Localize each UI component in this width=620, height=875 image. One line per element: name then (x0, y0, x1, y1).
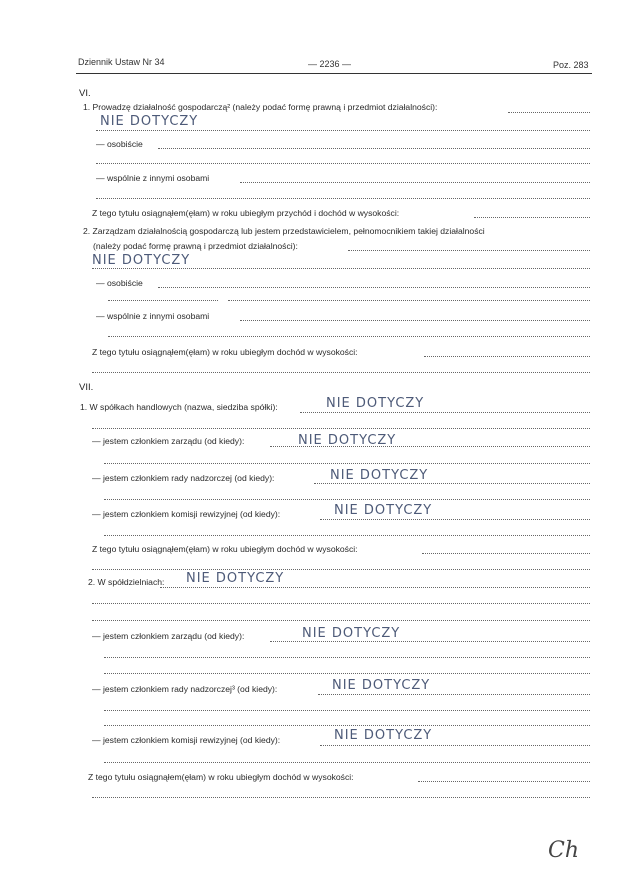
vii-item2-supervisory-line (104, 725, 590, 726)
vii-item2-question: 2. W spółdzielniach: (88, 577, 165, 587)
vii-item1-audit-line (104, 535, 590, 536)
vii-item2-income: Z tego tytułu osiągnąłem(ęłam) w roku ubiegłym dochód w wysokości: (88, 772, 354, 782)
vii-item1-audit-answer: NIE DOTYCZY (334, 503, 433, 518)
vi-item2-personally-line (228, 300, 590, 301)
vi-item2-jointly-line (240, 320, 590, 321)
vi-item1-income-line (474, 217, 590, 218)
vi-item2-question-2: (należy podać formę prawną i przedmiot działalności): (93, 241, 298, 251)
vi-item2-fill-line (92, 268, 590, 269)
vi-item2-personally-line (108, 300, 218, 301)
vi-item2-answer: NIE DOTYCZY (92, 253, 191, 268)
vii-item1-income: Z tego tytułu osiągnąłem(ęłam) w roku ubiegłym dochód w wysokości: (92, 544, 358, 554)
vii-item1-supervisory: — jestem członkiem rady nadzorczej (od kiedy): (92, 473, 275, 483)
vi-item1-jointly-line (240, 182, 590, 183)
position-number: Poz. 283 (553, 60, 589, 70)
header-rule (76, 73, 592, 74)
vi-item2-jointly-line (108, 336, 590, 337)
vi-item1-answer: NIE DOTYCZY (100, 114, 199, 129)
vi-item1-personally: — osobiście (96, 139, 143, 149)
vi-item2-income-line (92, 372, 590, 373)
vi-item2-income: Z tego tytułu osiągnąłem(ęłam) w roku ubiegłym dochód w wysokości: (92, 347, 358, 357)
vi-item1-jointly-line (96, 198, 590, 199)
vi-item2-fill-line (348, 250, 590, 251)
vii-item1-board-answer: NIE DOTYCZY (298, 433, 397, 448)
vii-item1-answer: NIE DOTYCZY (326, 396, 425, 411)
handwritten-initials: Ch (548, 838, 580, 863)
section-vii-label: VII. (79, 382, 94, 393)
vii-item1-fill-line (300, 412, 590, 413)
vi-item2-personally-line (158, 287, 590, 288)
vi-item1-personally-line (158, 148, 590, 149)
vii-item1-supervisory-line (314, 483, 590, 484)
vii-item2-board-line (270, 641, 590, 642)
vii-item1-income-line (92, 569, 590, 570)
vii-item2-fill-line (92, 620, 590, 621)
vii-item2-fill-line (92, 603, 590, 604)
vii-item1-audit: — jestem członkiem komisji rewizyjnej (od kiedy): (92, 509, 281, 519)
vi-item1-income: Z tego tytułu osiągnąłem(ęłam) w roku ubiegłym przychód i dochód w wysokości: (92, 208, 400, 218)
vii-item2-supervisory-answer: NIE DOTYCZY (332, 678, 431, 693)
vi-item1-fill-line (508, 112, 590, 113)
vii-item1-fill-line (92, 428, 590, 429)
vi-item1-question: 1. Prowadzę działalność gospodarczą² (należy podać formę prawną i przedmiot działalności): (83, 102, 438, 112)
vii-item1-board: — jestem członkiem zarządu (od kiedy): (92, 436, 245, 446)
vi-item2-question-1: 2. Zarządzam działalnością gospodarczą lub jestem przedstawicielem, pełnomocnikiem takiej działalności (83, 226, 485, 236)
vii-item2-supervisory-line (318, 694, 590, 695)
vi-item1-jointly: — wspólnie z innymi osobami (96, 173, 210, 183)
vii-item2-supervisory-line (104, 710, 590, 711)
vii-item1-supervisory-answer: NIE DOTYCZY (330, 468, 429, 483)
vii-item2-answer: NIE DOTYCZY (186, 571, 285, 586)
vii-item2-fill-line (160, 587, 590, 588)
vii-item2-audit-answer: NIE DOTYCZY (334, 728, 433, 743)
vii-item2-board-line (104, 673, 590, 674)
section-vi-label: VI. (79, 88, 91, 99)
vii-item2-board-line (104, 657, 590, 658)
vii-item2-board: — jestem członkiem zarządu (od kiedy): (92, 631, 245, 641)
journal-title: Dziennik Ustaw Nr 34 (78, 57, 165, 67)
vii-item1-board-line (104, 463, 590, 464)
vii-item2-income-line (418, 781, 590, 782)
vi-item1-fill-line (96, 130, 590, 131)
vii-item2-board-answer: NIE DOTYCZY (302, 626, 401, 641)
vii-item2-supervisory: — jestem członkiem rady nadzorczej³ (od kiedy): (92, 684, 278, 694)
vii-item2-income-line (92, 797, 590, 798)
vi-item2-personally: — osobiście (96, 278, 143, 288)
vii-item2-audit-line (320, 745, 590, 746)
vii-item2-audit: — jestem członkiem komisji rewizyjnej (od kiedy): (92, 735, 281, 745)
vii-item1-audit-line (320, 519, 590, 520)
page-number: — 2236 — (308, 59, 352, 69)
vi-item2-income-line (424, 356, 590, 357)
vi-item1-personally-line (96, 163, 590, 164)
vii-item2-audit-line (104, 762, 590, 763)
vii-item1-income-line (422, 553, 590, 554)
vii-item1-supervisory-line (104, 499, 590, 500)
vi-item2-jointly: — wspólnie z innymi osobami (96, 311, 210, 321)
vii-item1-question: 1. W spółkach handlowych (nazwa, siedziba spółki): (80, 402, 278, 412)
